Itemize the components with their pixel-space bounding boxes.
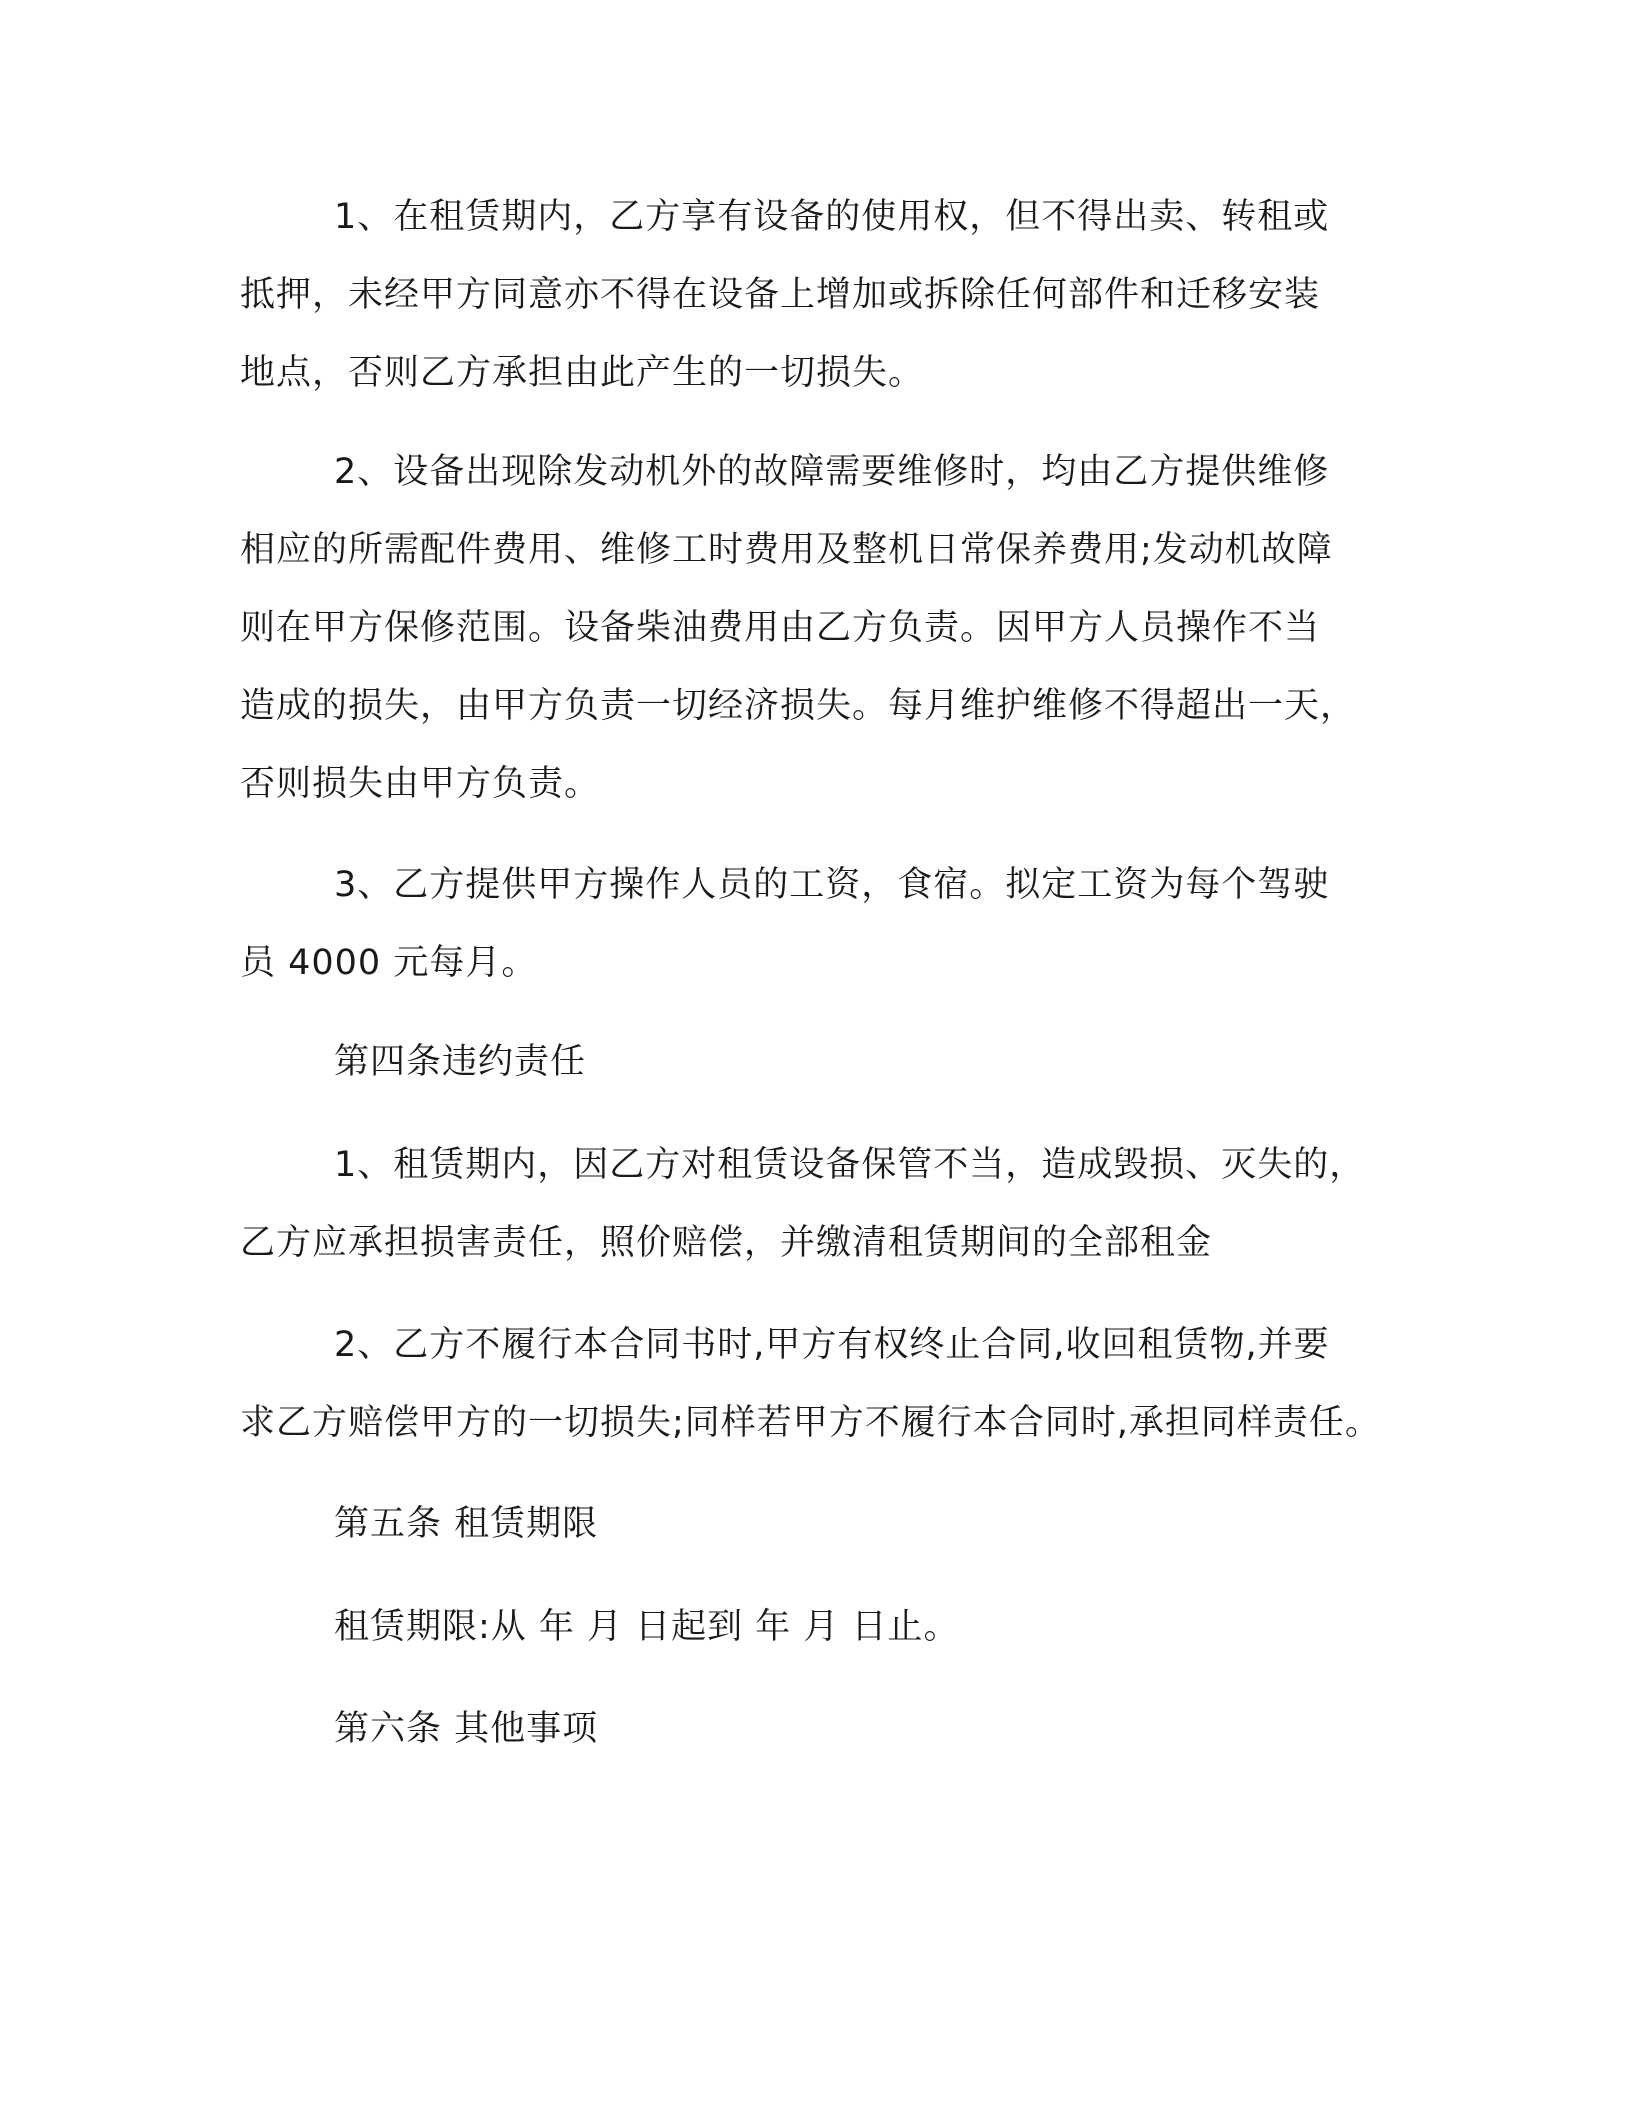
text-line: 否则损失由甲方负责。 [240, 764, 601, 804]
text-line: 乙方应承担损害责任，照价赔偿，并缴清租赁期间的全部租金 [240, 1223, 1213, 1263]
paragraph-maintenance [240, 433, 1390, 823]
text-line: 造成的损失，由甲方负责一切经济损失。每月维护维修不得超出一天， [240, 686, 1357, 726]
text-line: 抵押，未经甲方同意亦不得在设备上增加或拆除任何部件和迁移安装 [240, 275, 1321, 315]
text-line: 地点，否则乙方承担由此产生的一切损失。 [240, 353, 925, 393]
section-heading-article-6: 第六条 其他事项 [334, 1709, 599, 1749]
text-line: 2、设备出现除发动机外的故障需要维修时，均由乙方提供维修 [334, 452, 1330, 492]
text-line: 1、在租赁期内，乙方享有设备的使用权，但不得出卖、转租或 [334, 197, 1330, 237]
text-line: 求乙方赔偿甲方的一切损失;同样若甲方不履行本合同时,承担同样责任。 [240, 1403, 1381, 1443]
text-line: 员 4000 元每月。 [240, 943, 538, 983]
paragraph-usage-rights [240, 178, 1390, 412]
text-line: 相应的所需配件费用、维修工时费用及整机日常保养费用;发动机故障 [240, 530, 1333, 570]
section-heading-article-4: 第四条违约责任 [334, 1042, 587, 1082]
paragraph-damage-liability [240, 1126, 1390, 1282]
section-heading-article-5: 第五条 租赁期限 [334, 1504, 599, 1544]
lease-term-text: 租赁期限:从 年 月 日起到 年 月 日止。 [334, 1607, 960, 1647]
paragraph-operator-wages [240, 846, 1390, 1002]
text-line: 则在甲方保修范围。设备柴油费用由乙方负责。因甲方人员操作不当 [240, 608, 1321, 648]
paragraph-breach-of-contract [240, 1306, 1390, 1462]
text-line: 2、乙方不履行本合同书时,甲方有权终止合同,收回租赁物,并要 [334, 1325, 1330, 1365]
text-line: 1、租赁期内，因乙方对租赁设备保管不当，造成毁损、灭失的， [334, 1145, 1366, 1185]
text-line: 3、乙方提供甲方操作人员的工资，食宿。拟定工资为每个驾驶 [334, 865, 1330, 905]
